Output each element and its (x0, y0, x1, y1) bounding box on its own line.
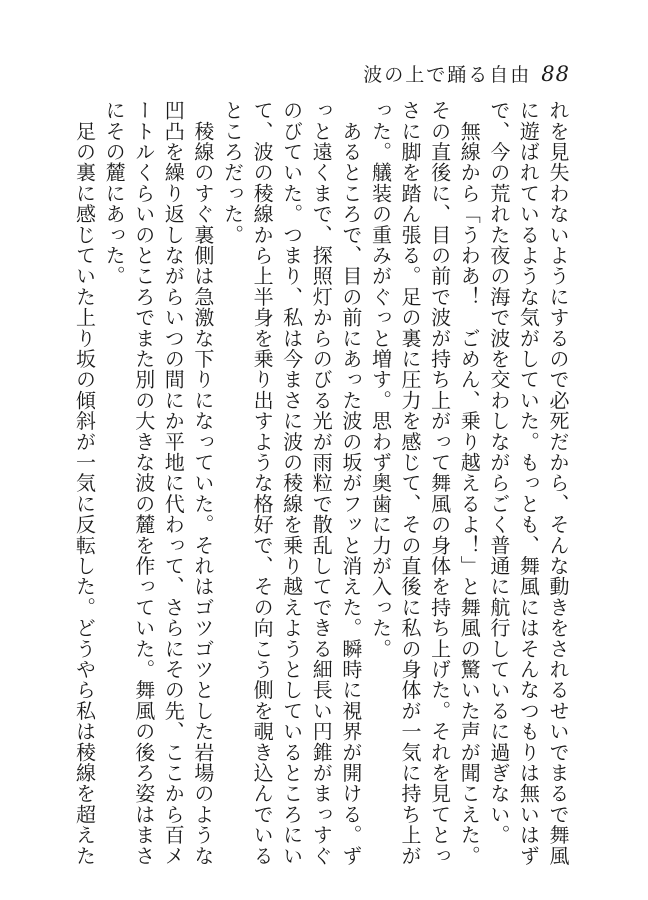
text-line: ところだった。 (220, 100, 245, 245)
text-line: った。艤装の重みがぐっと増す。思わず奥歯に力が入った。 (368, 100, 393, 659)
text-line: あるところで、目の前にあった波の坂がフッと消えた。瞬時に視界が開ける。ず (338, 100, 363, 866)
running-header (363, 60, 570, 87)
text-line: さに脚を踏ん張る。足の裏に圧力を感じて、その直後に私の身体が一気に持ち上が (398, 100, 423, 866)
text-line: にその麓にあった。 (102, 100, 127, 287)
text-line: で、今の荒れた夜の海で波を交わしながらごく普通に航行しているに過ぎない。 (486, 100, 511, 846)
text-line: れを見失わないようにするので必死だから、そんな動きをされるせいでまるで舞風 (546, 100, 570, 866)
text-line: に遊ばれているような気がしていた。もっとも、舞風にはそんなつもりは無いはず (516, 100, 541, 866)
text-line: 無線から「うわあ！ ごめん、乗り越えるよ！」と舞風の驚いた声が聞こえた。 (457, 100, 482, 866)
running-title: 波の上で踊る自由 (363, 64, 532, 86)
text-line: のびていた。つまり、私は今まさに波の稜線を乗り越えようとしているところにい (279, 100, 304, 866)
text-line: っと遠くまで、探照灯からのびる光が雨粒で散乱してできる細長い円錐がまっすぐ (309, 100, 334, 866)
page-number: 88 (541, 62, 570, 86)
text-line: て、波の稜線から上半身を乗り出すような格好で、その向こう側を覗き込んでいる (250, 100, 275, 866)
text-line: その直後に、目の前で波が持ち上がって舞風の身体を持ち上げた。それを見てとっ (427, 100, 452, 866)
body-text (72, 100, 572, 866)
text-line: 稜線のすぐ裏側は急激な下りになっていた。それはゴツゴツとした岩場のような (190, 100, 215, 866)
text-line: 凹凸を繰り返しながらいつの間にか平地に代わって、さらにその先、ここから百メ (161, 100, 186, 866)
text-line: ートルくらいのところでまた別の大きな波の麓を作っていた。舞風の後ろ姿はまさ (131, 100, 156, 866)
text-line: 足の裏に感じていた上り坂の傾斜が一気に反転した。どうやら私は稜線を超えた (72, 100, 97, 866)
